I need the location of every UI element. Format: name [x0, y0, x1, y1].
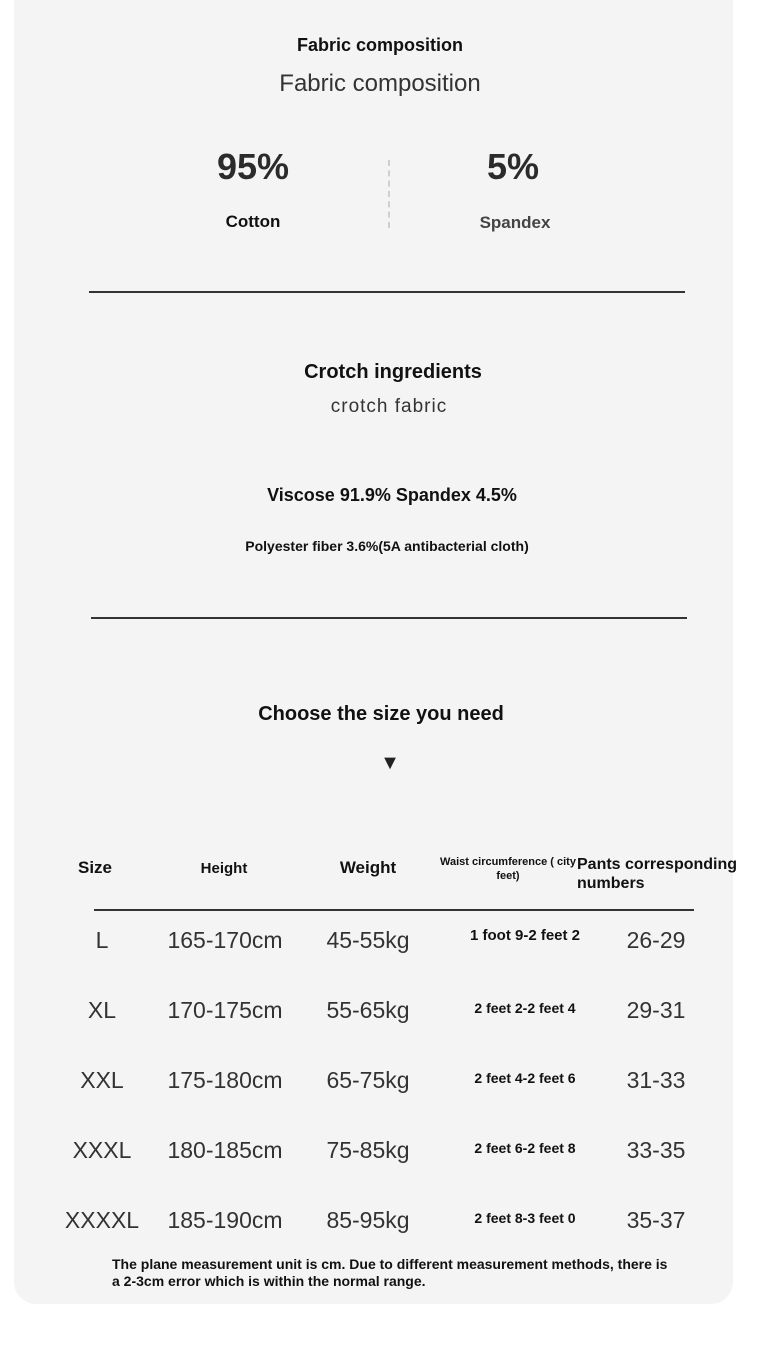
cotton-percent: 95% [216, 146, 290, 187]
size-section-title: Choose the size you need [258, 703, 504, 725]
row-size: XXXXL [64, 1207, 140, 1233]
header-pants: Pants corresponding numbers [577, 856, 738, 892]
row-weight: 55-65kg [326, 997, 410, 1023]
row-height: 165-170cm [167, 927, 283, 953]
spandex-label: Spandex [479, 213, 551, 232]
row-waist: 2 feet 8-3 feet 0 [474, 1210, 576, 1226]
row-waist: 1 foot 9-2 feet 2 [469, 927, 581, 944]
row-pants: 35-37 [626, 1207, 686, 1233]
row-size: L [95, 927, 109, 953]
crotch-subtitle: crotch fabric [330, 396, 448, 417]
row-pants: 26-29 [626, 927, 686, 953]
row-weight: 45-55kg [326, 927, 410, 953]
header-weight: Weight [339, 858, 397, 877]
header-size: Size [77, 858, 113, 877]
row-height: 175-180cm [167, 1067, 283, 1093]
row-height: 170-175cm [167, 997, 283, 1023]
row-waist: 2 feet 2-2 feet 4 [474, 1000, 576, 1016]
fabric-title: Fabric composition [296, 35, 464, 55]
section-divider [91, 617, 687, 619]
table-row [0, 1137, 774, 1177]
row-weight: 75-85kg [326, 1137, 410, 1163]
crotch-title: Crotch ingredients [304, 361, 482, 383]
table-row [0, 1207, 774, 1247]
table-row [0, 927, 774, 967]
dashed-divider [388, 160, 390, 228]
row-size: XL [87, 997, 117, 1023]
crotch-line-2: Polyester fiber 3.6%(5A antibacterial cloth) [245, 538, 529, 554]
measurement-note: The plane measurement unit is cm. Due to different measurement methods, there is a 2-3cm error which is within the normal range. [112, 1256, 668, 1289]
row-pants: 33-35 [626, 1137, 686, 1163]
spandex-percent: 5% [486, 146, 540, 187]
fabric-subtitle: Fabric composition [279, 70, 481, 97]
row-waist: 2 feet 4-2 feet 6 [474, 1070, 576, 1086]
down-arrow-icon: ▼ [380, 752, 400, 774]
crotch-line-1: Viscose 91.9% Spandex 4.5% [267, 485, 517, 505]
row-weight: 65-75kg [326, 1067, 410, 1093]
row-height: 180-185cm [167, 1137, 283, 1163]
row-height: 185-190cm [167, 1207, 283, 1233]
header-height: Height [200, 860, 248, 877]
section-divider [89, 291, 685, 293]
cotton-label: Cotton [225, 212, 281, 231]
header-waist: Waist circumference ( city feet) [440, 856, 576, 882]
content-card [14, 0, 733, 1304]
row-pants: 29-31 [626, 997, 686, 1023]
table-row [0, 997, 774, 1037]
table-header-divider [94, 909, 694, 911]
row-size: XXXL [72, 1137, 132, 1163]
row-waist: 2 feet 6-2 feet 8 [474, 1140, 576, 1156]
row-size: XXL [80, 1067, 124, 1093]
row-weight: 85-95kg [326, 1207, 410, 1233]
row-pants: 31-33 [626, 1067, 686, 1093]
table-row [0, 1067, 774, 1107]
